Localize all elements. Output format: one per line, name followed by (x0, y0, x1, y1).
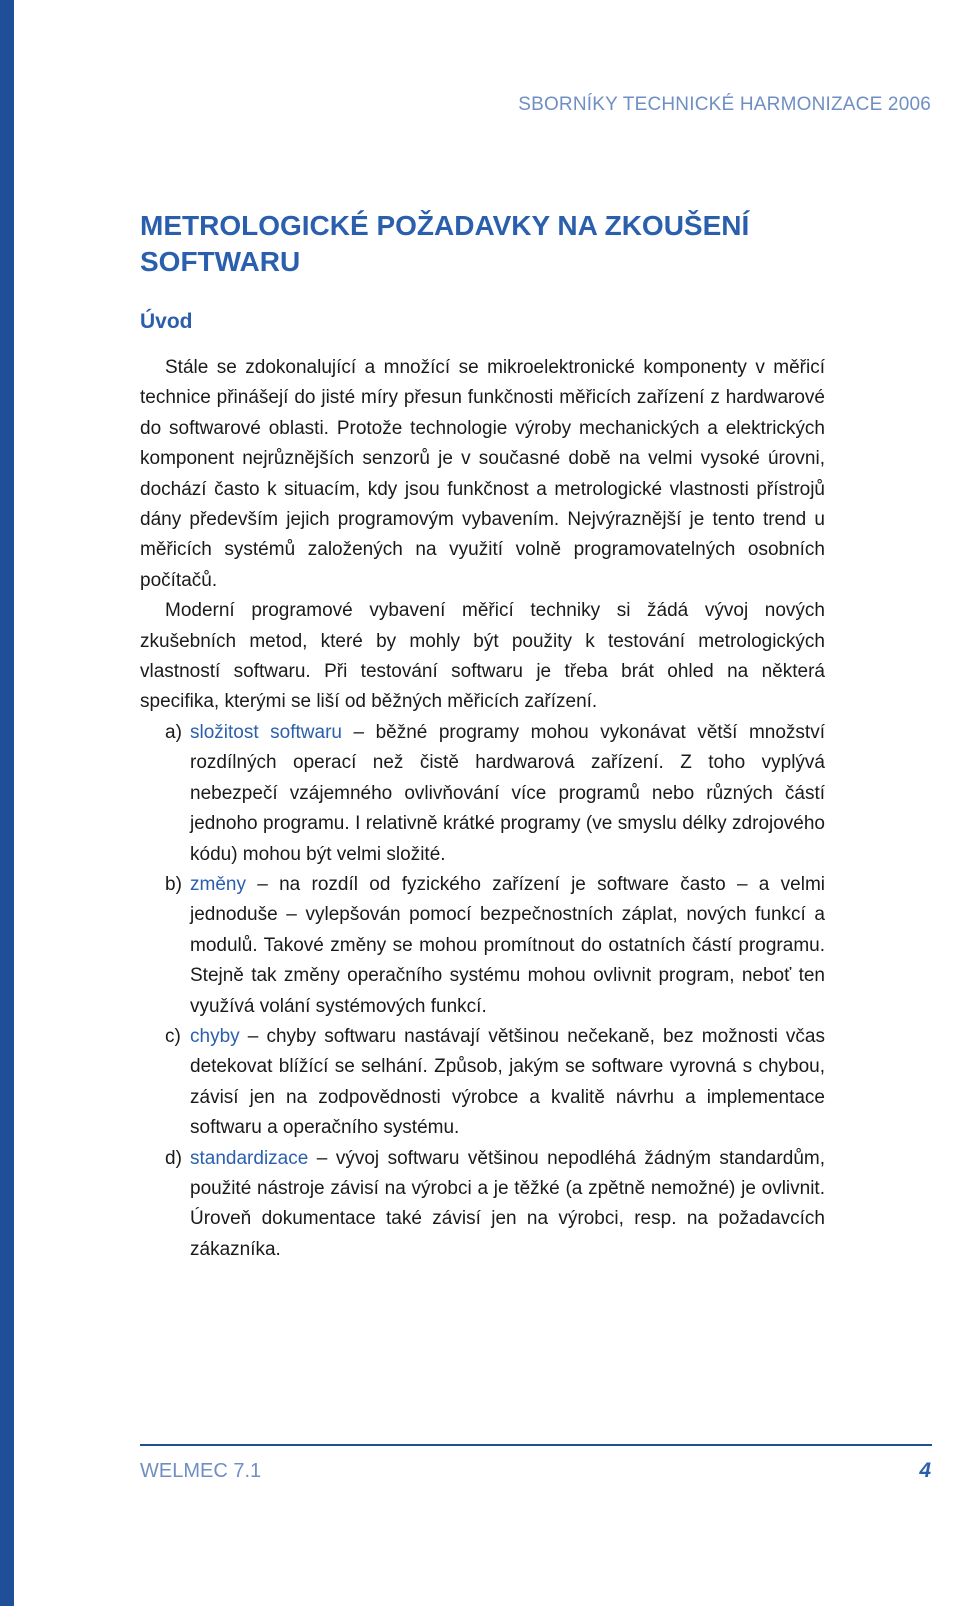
list-text: – běžné programy mohou vykonávat větší množství rozdílných operací než čistě hardwarová zařízení. Z toho vyplývá nebezpečí vzájemného ovlivňování více programů nebo různých částí jednoho programu. I relativně krátké programy (ve smyslu délky zdrojového kódu) mohou být velmi složité. (190, 721, 825, 865)
list-marker: a) (165, 721, 182, 743)
list-marker: c) (165, 1025, 181, 1047)
left-margin-bar (0, 0, 14, 1606)
footer-publication: WELMEC 7.1 (140, 1460, 262, 1482)
running-header: SBORNÍKY TECHNICKÉ HARMONIZACE 2006 (518, 94, 931, 115)
list-marker: d) (165, 1147, 182, 1169)
list-text: – na rozdíl od fyzického zařízení je software často – a velmi jednoduše – vylepšován pomocí bezpečnostních záplat, nových funkcí a modulů. Takové změny se mohou promítnout do ostatních částí programu. Stejně tak změny operačního systému mohou ovlivnit program, neboť ten využívá volání systémových funkcí. (190, 873, 825, 1017)
section-heading: Úvod (140, 310, 193, 333)
list-text: – vývoj softwaru většinou nepodléhá žádným standardům, použité nástroje závisí na výrobci a je těžké (a zpětně nemožné) je ovlivnit. Úroveň dokumentace také závisí jen na výrobci, resp. na požadavcích zákazníka. (190, 1147, 825, 1260)
list-item (140, 718, 825, 870)
article-body (140, 353, 825, 1265)
footer-divider (140, 1444, 932, 1446)
page-number: 4 (919, 1459, 931, 1482)
list-term: změny (190, 873, 246, 895)
list-item (140, 1022, 825, 1144)
paragraph: Stále se zdokonalující a množící se mikroelektronické komponenty v měřicí technice přinášejí do jisté míry přesun funkčnosti měřicích zařízení z hardwarové do softwarové oblasti. Protože technologie výroby mechanických a elektrických komponent nejrůznějších senzorů je v současné době na velmi vysoké úrovni, dochází často k situacím, kdy jsou funkčnost a metrologické vlastnosti přístrojů dány především jejich programovým vybavením. Nejvýraznější je tento trend u měřicích systémů založených na využití volně programovatelných osobních počítačů. (140, 357, 825, 591)
list-marker: b) (165, 873, 182, 895)
list-term: standardizace (190, 1147, 309, 1169)
list-item (140, 1144, 825, 1266)
list-item (140, 870, 825, 1022)
paragraph: Moderní programové vybavení měřicí techniky si žádá vývoj nových zkušebních metod, které by mohly být použity k testování metrologických vlastností softwaru. Při testování softwaru je třeba brát ohled na některá specifika, kterými se liší od běžných měřicích zařízení. (140, 600, 825, 713)
list-term: chyby (190, 1025, 240, 1047)
list-text: – chyby softwaru nastávají většinou nečekaně, bez možnosti včas detekovat blížící se selhání. Způsob, jakým se software vyrovná s chybou, závisí jen na zodpovědnosti výrobce a kvalitě návrhu a implementace softwaru a operačního systému. (190, 1025, 825, 1139)
article-title: METROLOGICKÉ POŽADAVKY NA ZKOUŠENÍ SOFTWARU (140, 210, 750, 277)
list-term: složitost softwaru (190, 721, 342, 743)
